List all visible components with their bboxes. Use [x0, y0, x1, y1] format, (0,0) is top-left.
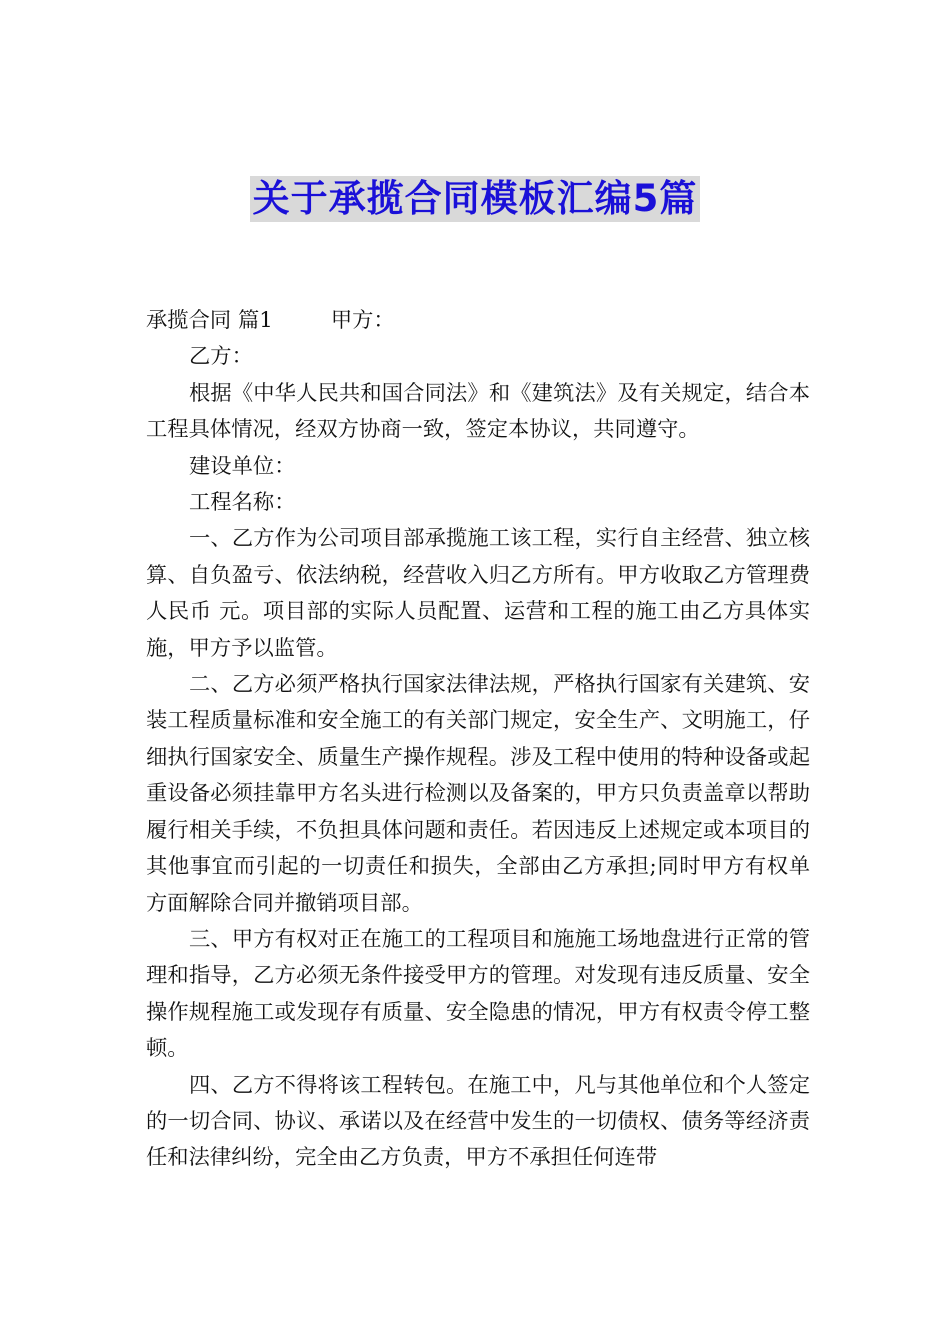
paragraph-project-name: 工程名称：: [189, 490, 296, 516]
document-body: [146, 303, 810, 1177]
document-title: 关于承揽合同模板汇编5篇: [250, 176, 701, 222]
section-heading: 承揽合同 篇1: [146, 308, 273, 333]
paragraph-clause-3: 三、甲方有权对正在施工的工程项目和施施工场地盘进行正常的管理和指导，乙方必须无条件接受甲方的管理。对发现有违反质量、安全操作规程施工或发现存有质量、安全隐患的情况，甲方有权责令停工整顿。: [146, 926, 810, 1062]
paragraph-preamble: 根据《中华人民共和国合同法》和《建筑法》及有关规定，结合本工程具体情况，经双方协商一致，签定本协议，共同遵守。: [146, 380, 810, 443]
party-a-label: 甲方：: [330, 308, 395, 333]
paragraph-construction-unit: 建设单位：: [189, 453, 296, 479]
paragraph-clause-2: 二、乙方必须严格执行国家法律法规，严格执行国家有关建筑、安装工程质量标准和安全施工的有关部门规定，安全生产、文明施工，仔细执行国家安全、质量生产操作规程。涉及工程中使用的特种设备或起重设备必须挂靠甲方名头进行检测以及备案的，甲方只负责盖章以帮助履行相关手续，不负担具体问题和责任。若因违反上述规定或本项目的其他事宜而引起的一切责任和损失，全部由乙方承担;同时甲方有权单方面解除合同并撤销项目部。: [146, 672, 810, 916]
title-container: [0, 176, 950, 222]
paragraph-clause-1: 一、乙方作为公司项目部承揽施工该工程，实行自主经营、独立核算、自负盈亏、依法纳税，经营收入归乙方所有。甲方收取乙方管理费人民币 元。项目部的实际人员配置、运营和工程的施工由乙方具体实施，甲方予以监管。: [146, 526, 810, 661]
section-heading-line: [146, 303, 810, 339]
paragraph-clause-4: 四、乙方不得将该工程转包。在施工中，凡与其他单位和个人签定的一切合同、协议、承诺以及在经营中发生的一切债权、债务等经济责任和法律纠纷，完全由乙方负责，甲方不承担任何连带: [146, 1072, 810, 1171]
party-b-label: 乙方：: [189, 344, 253, 370]
